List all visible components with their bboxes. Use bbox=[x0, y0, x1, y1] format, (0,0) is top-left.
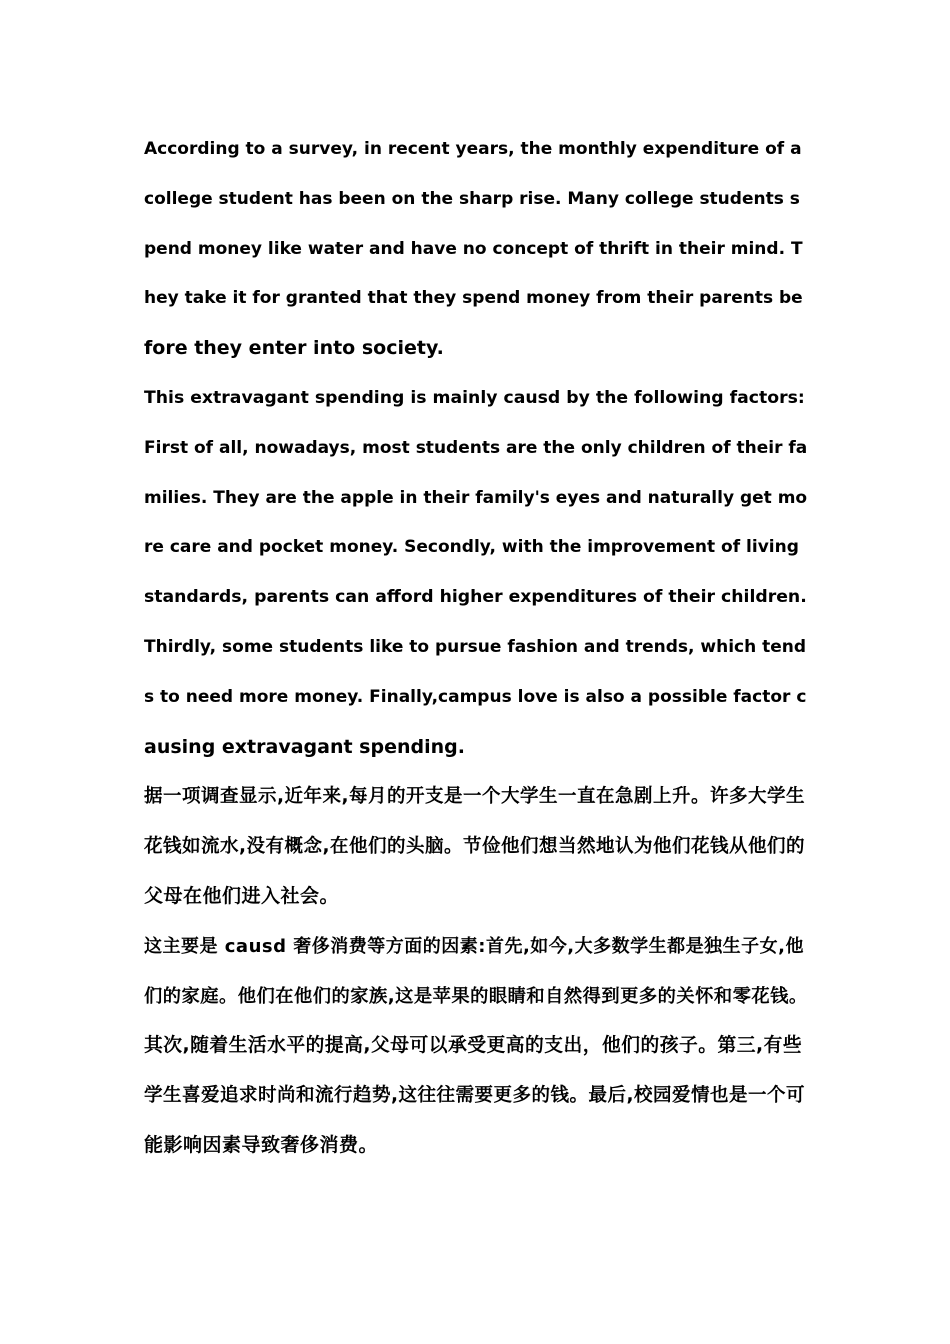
text-line: re care and pocket money. Secondly, with the improvement of living bbox=[144, 537, 799, 558]
text-line: pend money like water and have no concept of thrift in their mind. T bbox=[144, 238, 803, 259]
text-line: ausing extravagant spending. bbox=[144, 735, 465, 758]
document-body bbox=[144, 125, 808, 1171]
chinese-text-line: 这主要是 causd 奢侈消费等方面的因素:首先,如今,大多数学生都是独生子女,他 bbox=[144, 935, 804, 957]
chinese-text-line: 学生喜爱追求时尚和流行趋势,这往往需要更多的钱。最后,校园爱情也是一个可 bbox=[144, 1085, 806, 1107]
chinese-text-line: 其次,随着生活水平的提高,父母可以承受更高的支出，他们的孩子。第三,有些 bbox=[144, 1035, 803, 1057]
text-line: standards, parents can afford higher expenditures of their children. bbox=[144, 587, 807, 608]
text-line: According to a survey, in recent years, the monthly expenditure of a bbox=[144, 139, 802, 159]
text-line: hey take it for granted that they spend money from their parents be bbox=[144, 288, 803, 309]
text-line: milies. They are the apple in their family's eyes and naturally get mo bbox=[144, 487, 808, 508]
chinese-text-line: 据一项调查显示,近年来,每月的开支是一个大学生一直在急剧上升。许多大学生 bbox=[144, 786, 806, 808]
text-line: This extravagant spending is mainly causd by the following factors: bbox=[144, 387, 805, 408]
text-line: Thirdly, some students like to pursue fashion and trends, which tend bbox=[144, 636, 807, 657]
chinese-text-line: 们的家庭。他们在他们的家族,这是苹果的眼睛和自然得到更多的关怀和零花钱。 bbox=[144, 985, 808, 1007]
chinese-text-line: 能影响因素导致奢侈消费。 bbox=[144, 1133, 379, 1156]
chinese-text-line: 花钱如流水,没有概念,在他们的头脑。节俭他们想当然地认为他们花钱从他们的 bbox=[144, 836, 806, 858]
text-line: First of all, nowadays, most students are the only children of their fa bbox=[144, 437, 808, 458]
text-line: fore they enter into society. bbox=[144, 337, 444, 360]
chinese-text-line: 父母在他们进入社会。 bbox=[144, 884, 340, 907]
text-line: s to need more money. Finally,campus love is also a possible factor c bbox=[144, 686, 807, 707]
text-line: college student has been on the sharp rise. Many college students s bbox=[144, 188, 800, 209]
